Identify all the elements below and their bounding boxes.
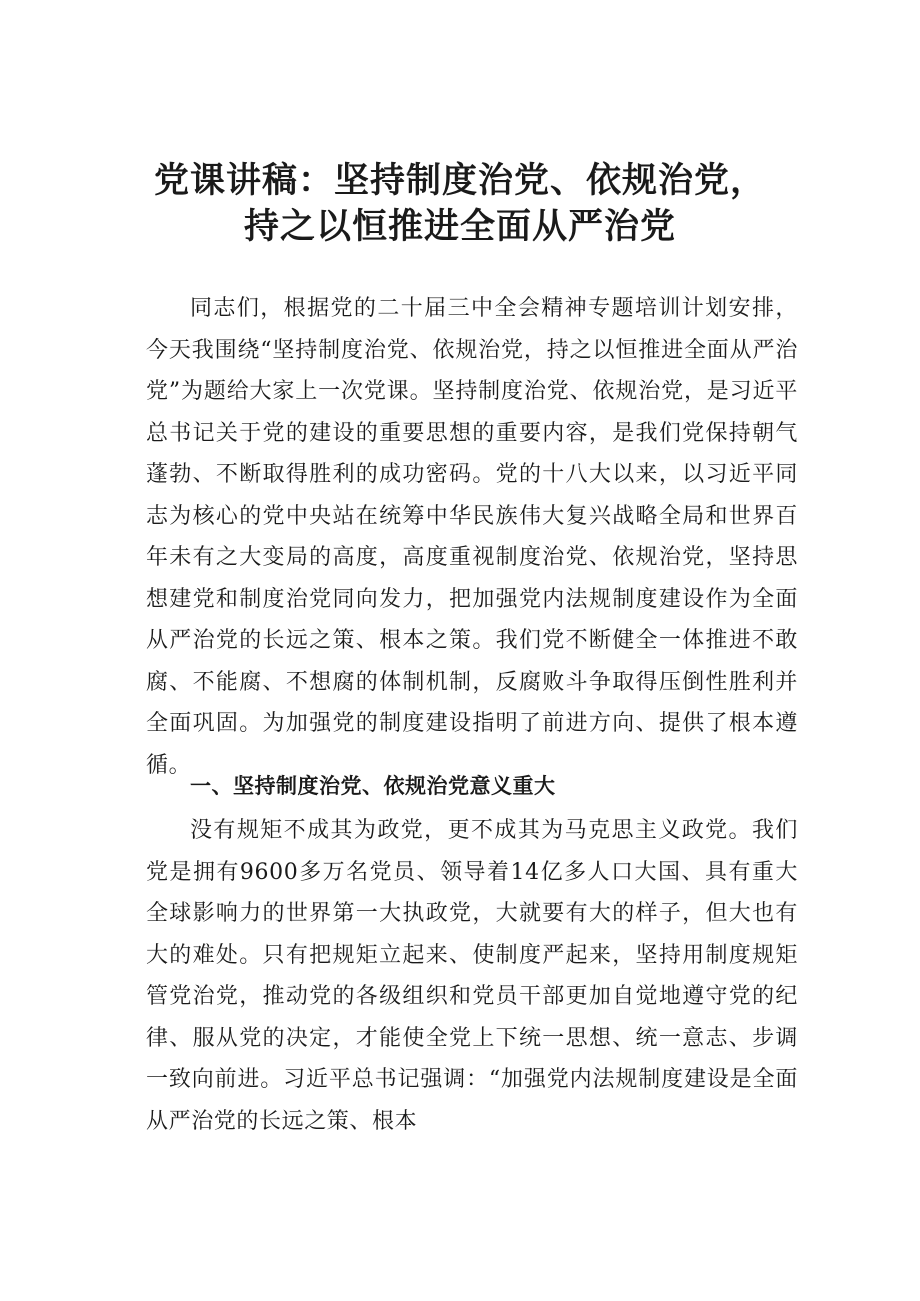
intro-paragraph: 同志们，根据党的二十届三中全会精神专题培训计划安排，今天我围绕“坚持制度治党、依规治党，持之以恒推进全面从严治党”为题给大家上一次党课。坚持制度治党、依规治党，是习近平总书记关于党的建设的重要思想的重要内容，是我们党保持朝气蓬勃、不断取得胜利的成功密码。党的十八大以来，以习近平同志为核心的党中央站在统筹中华民族伟大复兴战略全局和世界百年未有之大变局的高度，高度重视制度治党、依规治党，坚持思想建党和制度治党同向发力，把加强党内法规制度建设作为全面从严治党的长远之策、根本之策。我们党不断健全一体推进不敢腐、不能腐、不想腐的体制机制，反腐败斗争取得压倒性胜利并全面巩固。为加强党的制度建设指明了前进方向、提供了根本遵循。 (146, 296, 798, 778)
section-1-paragraph: 没有规矩不成其为政党，更不成其为马克思主义政党。我们党是拥有9600多万名党员、领导着14亿多人口大国、具有重大全球影响力的世界第一大执政党，大就要有大的样子，但大也有大的难处。只有把规矩立起来、使制度严起来，坚持用制度规矩管党治党，推动党的各级组织和党员干部更加自觉地遵守党的纪律、服从党的决定，才能使全党上下统一思想、统一意志、步调一致向前进。习近平总书记强调：“加强党内法规制度建设是全面从严治党的长远之策、根本 (146, 818, 798, 1134)
title-line-1: 党课讲稿：坚持制度治党、依规治党， (153, 160, 766, 201)
section-heading-1: 一、坚持制度治党、依规治党意义重大 (190, 774, 556, 798)
title-line-2: 持之以恒推进全面从严治党 (243, 206, 676, 247)
page-title (110, 158, 810, 250)
